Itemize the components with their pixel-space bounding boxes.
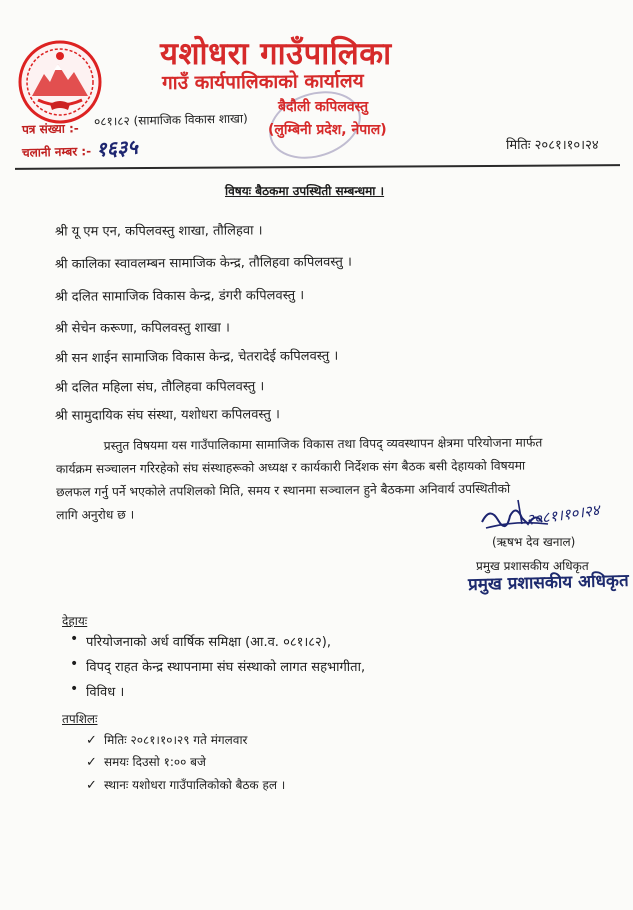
letterhead-location-line1: बैदौली कपिलवस्तु (278, 99, 369, 115)
body-line: कार्यक्रम सञ्चालन गरिरहेको संघ संस्थाहरूको अध्यक्ष र कार्यकारी निर्देशक संग बैठक बसी देहायको विषयमा (55, 458, 526, 477)
body-line: प्रस्तुत विषयमा यस गाउँपालिकामा सामाजिक विकास तथा विपद् व्यवस्थापन क्षेत्रमा परियोजना मार्फत (103, 435, 543, 453)
tapasil-heading: तपशिलः (62, 712, 98, 726)
addressee-item: श्री सेचेन करूणा, कपिलवस्तु शाखा । (54, 320, 230, 337)
tapasil-item: ✓ समयः दिउसो १:०० बजे (86, 755, 206, 770)
addressee-item: श्री दलित सामाजिक विकास केन्द्र, डंगरी कपिलवस्तु । (54, 288, 305, 305)
signer-title-stamp: प्रमुख प्रशासकीय अधिकृत (467, 570, 629, 596)
handwritten-date: २०८१।१०।२४ (525, 500, 601, 530)
body-line: छलफल गर्नु पर्ने भएकोले तपशिलको मिति, समय र स्थानमा सञ्चालन हुने बैठकमा अनिवार्य उपस्थितीको (56, 481, 511, 500)
letter-date: मितिः २०८१।१०।२४ (506, 138, 599, 153)
dehay-item: • विपद् राहत केन्द्र स्थापनामा संघ संस्थाको लागत सहभागीता, (86, 657, 365, 675)
addressee-item: श्री दलित महिला संघ, तौलिहवा कपिलवस्तु । (54, 379, 265, 396)
addressee-item: श्री कालिका स्वावलम्बन सामाजिक केन्द्र, तौलिहवा कपिलवस्तु । (54, 254, 352, 273)
body-line: लागि अनुरोध छ । (56, 507, 135, 523)
checkmark-icon: ✓ (86, 755, 97, 770)
letterhead-location-line2: (लुम्बिनी प्रदेश, नेपाल) (268, 122, 387, 138)
header-divider (15, 164, 620, 170)
checkmark-icon: ✓ (86, 778, 97, 793)
checkmark-icon: ✓ (86, 733, 97, 748)
patra-sankhya-label: पत्र संख्या :- (21, 121, 79, 137)
addressee-item: श्री सामुदायिक संघ संस्था, यशोधरा कपिलवस्तु । (54, 407, 280, 424)
letterhead-title: यशोधरा गाउँपालिका (160, 36, 392, 72)
dehay-item: • परियोजनाको अर्ध वार्षिक समिक्षा (आ.व. ०८१।८२), (86, 632, 331, 650)
addressee-item: श्री यू एम एन, कपिलवस्तु शाखा, तौलिहवा । (54, 223, 263, 240)
signer-title: प्रमुख प्रशासकीय अधिकृत (476, 559, 589, 573)
chalani-number-label: चलानी नम्बर :- (21, 144, 92, 160)
addressee-item: श्री सन शाईन सामाजिक विकास केन्द्र, चेतरादेई कपिलवस्तु । (54, 348, 339, 367)
signer-name: (ऋषभ देव खनाल) (492, 535, 576, 549)
nepal-emblem-logo (18, 40, 102, 124)
letterhead-office: गाउँ कार्यपालिकाको कार्यालय (161, 69, 364, 95)
dehay-heading: देहायः (62, 614, 88, 628)
tapasil-item: ✓ स्थानः यशोधरा गाउँपालिकोको बैठक हल । (86, 778, 286, 793)
dehay-item: • विविध । (86, 682, 124, 700)
tapasil-item: ✓ मितिः २०८१।१०।२९ गते मंगलवार (86, 733, 248, 748)
patra-sankhya-value: ०८१।८२ (सामाजिक विकास शाखा) (93, 111, 248, 129)
subject-line: विषयः बैठकमा उपस्थिती सम्बन्धमा । (225, 184, 385, 198)
chalani-number-value: १६३५ (95, 134, 139, 162)
